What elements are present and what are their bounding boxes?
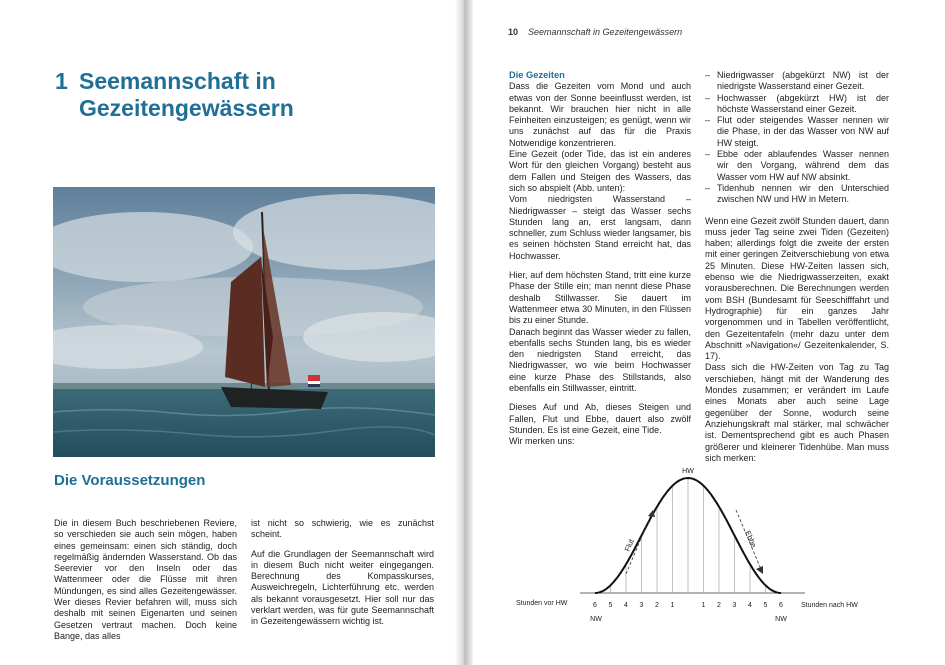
sailboat-photo: [53, 187, 435, 457]
page-gutter: [455, 0, 473, 665]
paragraph: Hier, auf dem höchsten Stand, tritt eine kurze Phase der Stille ein; man nennt diese Phase deshalb Stillwasser. Sie dauert im Wattenmeer etwa 30 Minuten, in den Flüssen bis zu einer Stunde.: [509, 270, 691, 326]
flood-label: Flut: [622, 537, 636, 553]
list-item: – Flut oder steigendes Wasser nennen wir die Phase, in der das Wasser von NW auf HW steigt.: [705, 115, 889, 149]
list-item: – Niedrigwasser (abgekürzt NW) ist der niedrigste Wasserstand einer Gezeit.: [705, 70, 889, 93]
list-item: – Hochwasser (abgekürzt HW) ist der höchste Wasserstand einer Gezeit.: [705, 93, 889, 116]
hours-after-label: Stunden nach HW: [801, 602, 858, 609]
page-number: 10: [508, 27, 519, 37]
hour-tick-label: 1: [701, 602, 706, 609]
hours-before-label: Stunden vor HW: [516, 600, 568, 607]
paragraph: Danach beginnt das Wasser wieder zu fallen, ebenfalls sechs Stunden lang, bis es wieder den niedrigsten Stand erreicht, das Niedrigwasser, wo wie beim Hochwasser eine kurze Phase des Stillstands, also ebenfalls ein Stillwasser, eintritt.: [509, 326, 691, 394]
chapter-title-line2: Gezeitengewässern: [79, 95, 294, 121]
running-title: Seemannschaft in Gezeitengewässern: [528, 27, 683, 37]
paragraph: Dieses Auf und Ab, dieses Steigen und Fallen, Flut und Ebbe, dauert also zwölf Stunden. Es ist eine Gezeit, eine Tide.: [509, 402, 691, 435]
ebb-label: Ebbe: [743, 529, 759, 549]
list-item: – Tidenhub nennen wir den Unterschied zwischen NW und HW in Metern.: [705, 183, 889, 206]
paragraph: Die in diesem Buch beschriebenen Reviere, so verschieden sie auch sein mögen, haben eines gemeinsam: einen sich ständig, doch regelmäßig ändernden Wasserstand. Ob das Seerevier vor den Inseln oder das Wattenmeer oder die Flüsse mit ihren Mündungen, es sind alles Gezeitengewässer. Wer dieses Revier befahren will, muss sich deshalb mit seinen Eigenarten und seinen Gesetzen vertraut machen. Doch keine Bange, das alles: [54, 518, 237, 641]
paragraph: ist nicht so schwierig, wie es zunächst scheint.: [251, 518, 434, 540]
hour-tick-label: 3: [639, 602, 644, 609]
hour-tick-label: 4: [624, 602, 628, 609]
running-header: [508, 27, 682, 37]
hour-tick-label: 6: [593, 602, 597, 609]
right-column-1: [509, 70, 691, 456]
left-column-1: [54, 518, 237, 650]
hour-tick-label: 4: [748, 602, 752, 609]
hour-tick-label: 6: [779, 602, 783, 609]
right-column-2: [705, 70, 889, 472]
chapter-number: 1: [55, 68, 68, 94]
hour-tick-label: 3: [732, 602, 737, 609]
hour-tick-label: 1: [670, 602, 675, 609]
nw-left-label: NW: [590, 616, 602, 623]
nw-right-label: NW: [775, 616, 787, 623]
definition-list: [705, 70, 889, 206]
paragraph: Dass die Gezeiten vom Mond und auch etwas von der Sonne beeinflusst werden, ist bekannt. Wir brauchen hier nicht in alle Feinheiten einzusteigen; es genügt, wenn wir uns zunächst auf das für die Praxis Notwendige konzentrieren.: [509, 81, 691, 148]
hour-tick-label: 2: [717, 602, 721, 609]
list-item: – Ebbe oder ablaufendes Wasser nennen wir den Vorgang, während dem das Wasser vom HW auf NW absinkt.: [705, 149, 889, 183]
paragraph: Eine Gezeit (oder Tide, das ist ein anderes Wort für den gleichen Vorgang) besteht aus dem Fallen und Steigen des Wassers, das sich so abspielt (Abb. unten):: [509, 149, 691, 193]
chapter-title-line1: Seemannschaft in: [79, 68, 276, 94]
hour-tick-label: 2: [655, 602, 659, 609]
tide-curve-diagram: [505, 462, 885, 632]
ebb-arrow-head: [756, 566, 763, 574]
sub-heading: Die Gezeiten: [509, 70, 565, 80]
paragraph: Wir merken uns:: [509, 436, 575, 447]
section-heading: Die Voraussetzungen: [54, 472, 206, 489]
paragraph: Auf die Grundlagen der Seemannschaft wird in diesem Buch nicht weiter eingegangen. Berechnung des Kompasskurses, Ausweichregeln, Lichterführung etc. werden als bekannt vorausgesetzt. Hier soll nur das verklart werden, was für gute Seemannschaft in Gezeitengewässern wichtig ist.: [251, 548, 434, 627]
hour-tick-label: 5: [763, 602, 768, 609]
chapter-title: [79, 68, 409, 122]
paragraph: Wenn eine Gezeit zwölf Stunden dauert, dann muss jeder Tag seine zwei Tiden (Gezeiten) haben; allerdings folgt die zweite der ersten mit einer geringen Zeitverschiebung von etwa 25 Minuten. Diese HW-Zeiten lassen sich, ebenso wie die Niedrigwasserzeiten, exakt vorausberechnen. Die Berechnungen werden vom BSH (Bundesamt für Seeschifffahrt und Hydrographie) für ein ganzes Jahr vorgenommen und in Tabellen veröffentlicht, den Gezeitentafeln (mehr dazu unter dem Abschnitt »Navigation«/ Gezeitenkalender, S. 17).: [705, 215, 889, 362]
paragraph: Vom niedrigsten Wasserstand – Niedrigwasser – steigt das Wasser sechs Stunden lang an, erst langsam, dann schneller, zum Schluss wieder langsamer, bis es seinen höchsten Stand erreicht hat, das Hochwasser.: [509, 194, 691, 261]
paragraph: Dass sich die HW-Zeiten von Tag zu Tag verschieben, hängt mit der Wanderung des Mondes zusammen; er verändert im Laufe eines Monats aber auch seine Lage gegenüber der Sonne, wodurch seine Anziehungskraft mal stärker, mal schwächer ist. Dementsprechend gibt es auch Phasen größerer und kleinerer Tidenhübe. Man muss sich merken:: [705, 362, 889, 463]
left-column-2: [251, 518, 434, 636]
hour-tick-label: 5: [608, 602, 613, 609]
hw-label: HW: [682, 468, 694, 475]
